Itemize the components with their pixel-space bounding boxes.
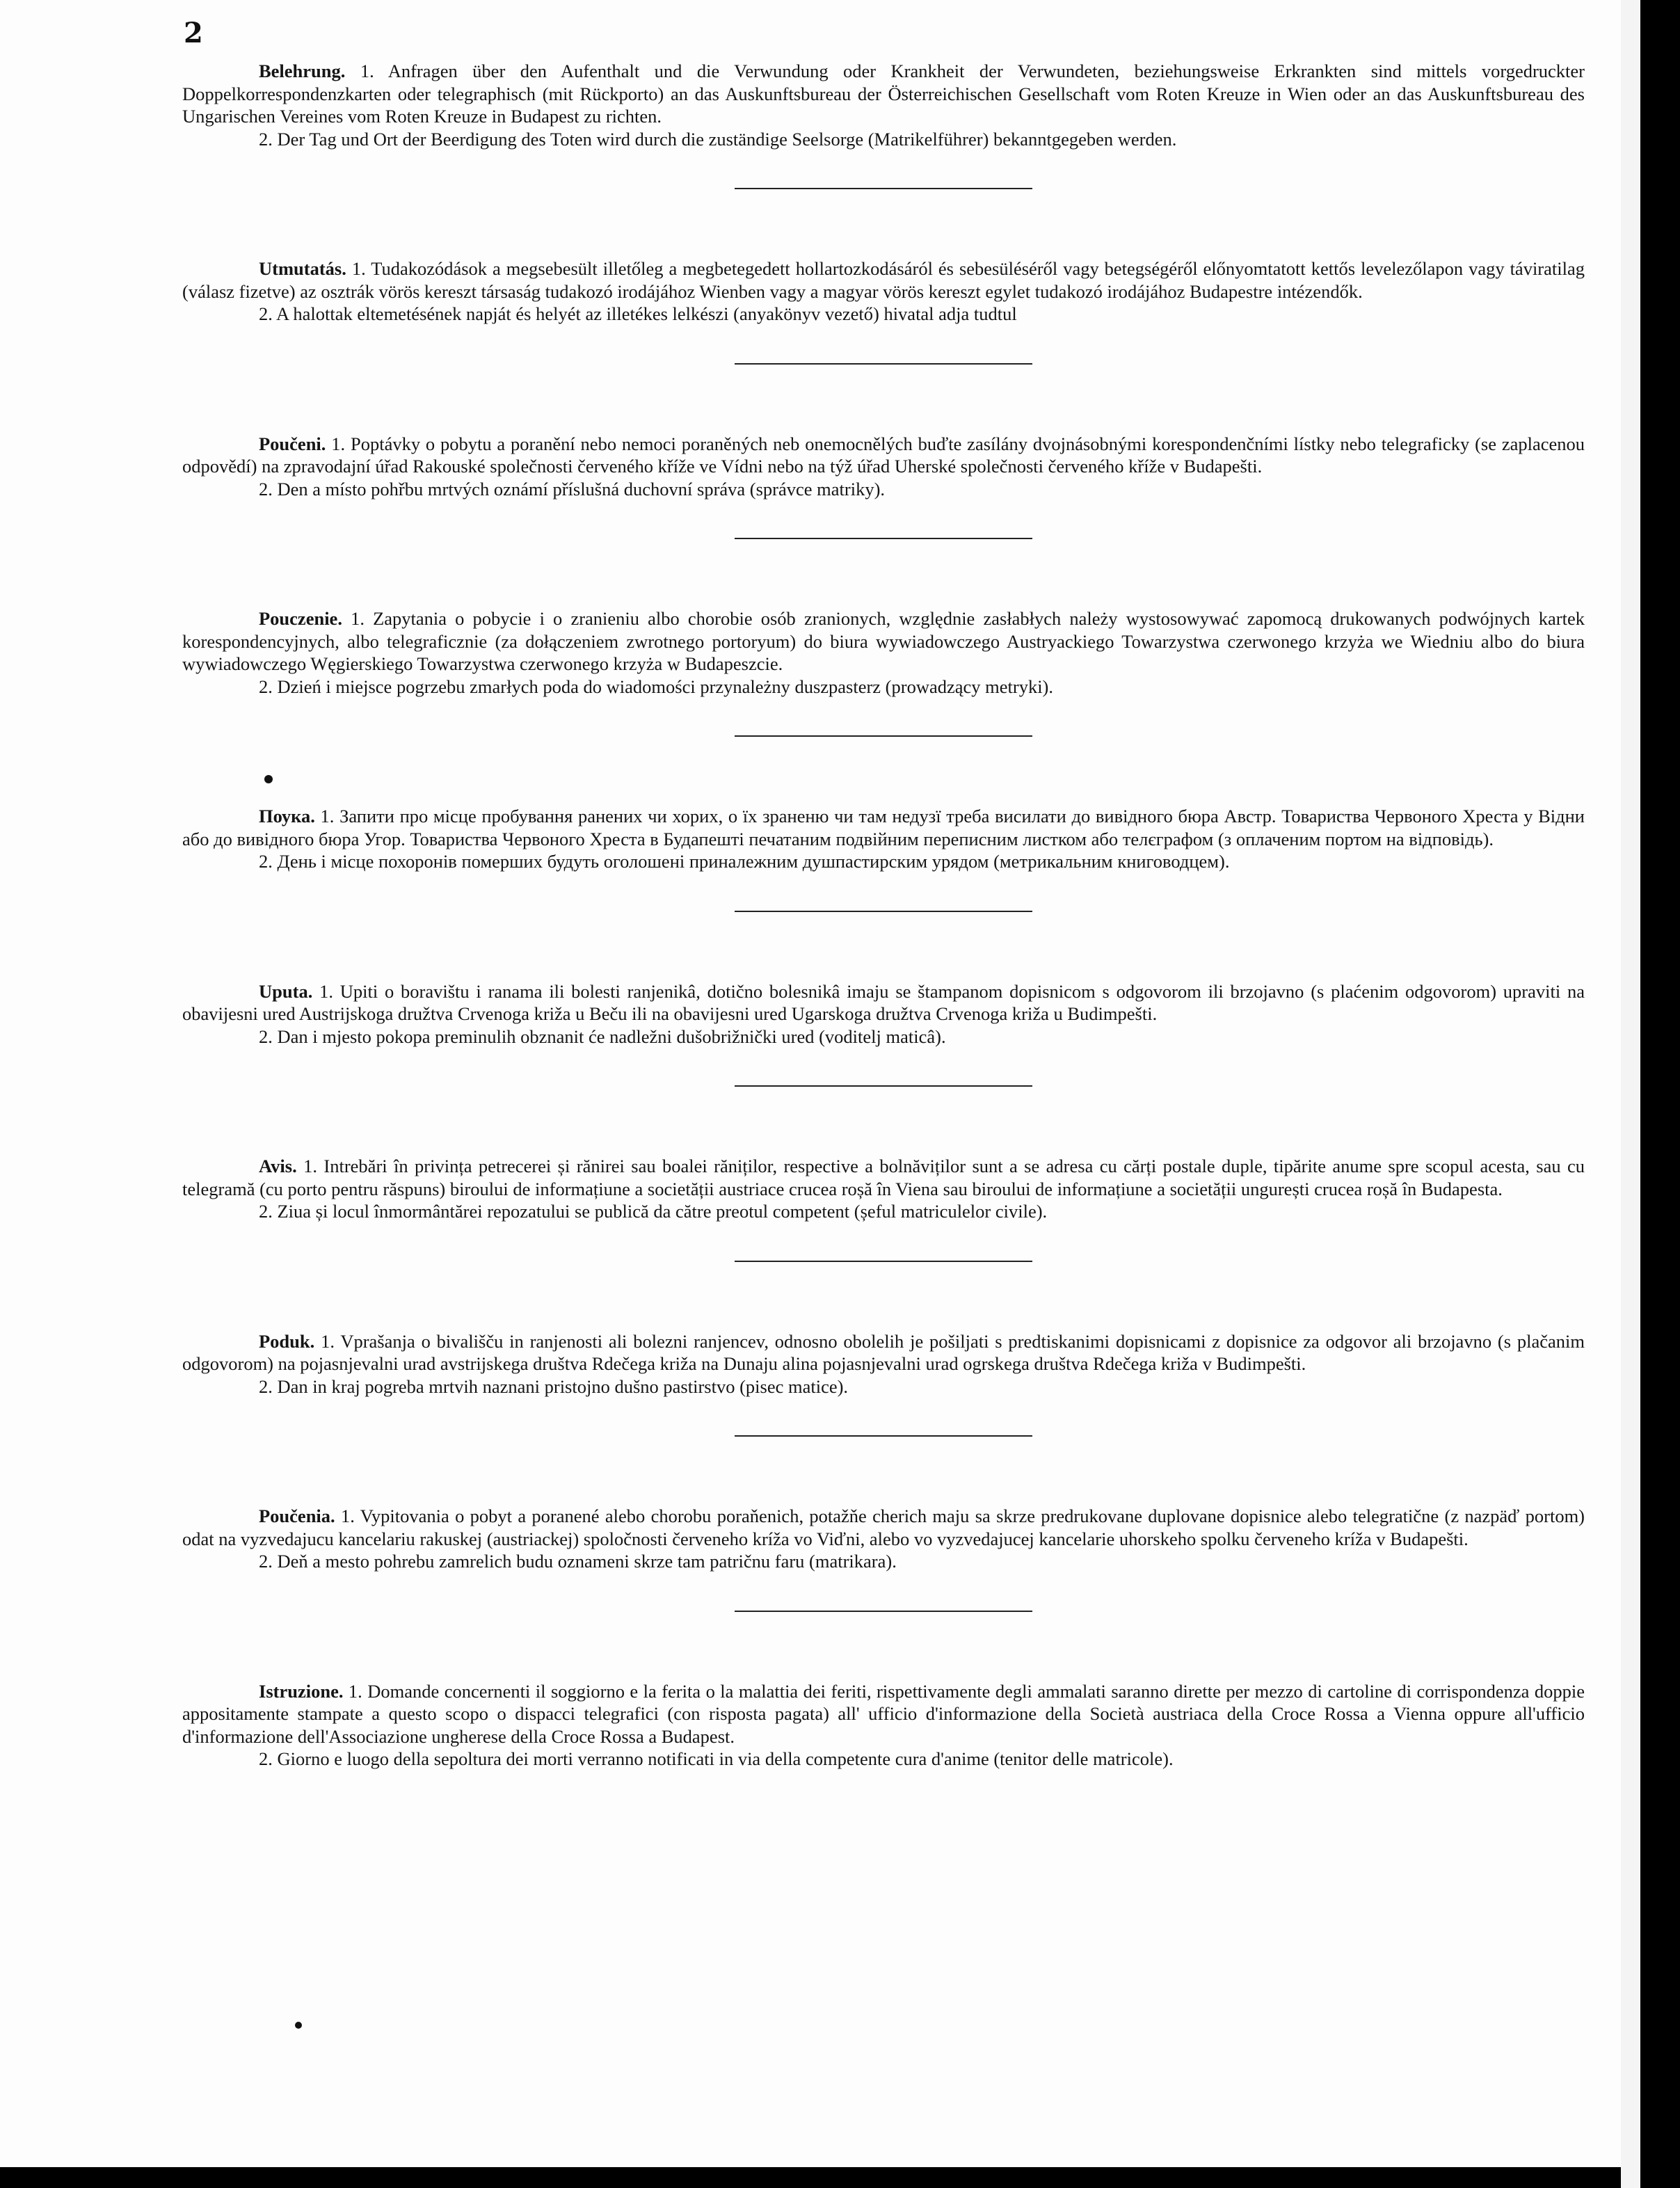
section-item-1-text: 1. Anfragen über den Aufenthalt und die Verwundung oder Krankheit der Verwundeten, beziehungsweise Erkrankten sind mittels vorgedruckter Doppelkorrespondenzkarten oder telegraphisch (mit Rückporto) an das Auskunftsbureau der Österreichischen Gesellschaft vom Roten Kreuze in Wien oder an das Auskunftsbureau des Ungarischen Vereines vom Roten Kreuze in Budapest zu richten. [182, 61, 1585, 127]
scan-edge [1621, 0, 1640, 2188]
section-heading: Поука. [259, 806, 315, 827]
section-item-1 [182, 1330, 1585, 1375]
section-item-2: 2. A halottak eltemetésének napját és helyét az illetékes lelkészi (anyakönyv vezető) hivatal adja tudtul [259, 303, 1017, 324]
section-item-2: 2. Dan i mjesto pokopa preminulih obznanit će nadležni dušobrižnički ured (voditelj maticâ). [259, 1025, 946, 1047]
section-item-1 [182, 980, 1585, 1025]
document-body [182, 60, 1585, 1771]
section-italian [182, 1680, 1585, 1771]
section-item-1 [182, 433, 1585, 478]
section-item-2: 2. Den a místo pohřbu mrtvých oznámí příslušná duchovní správa (správce matriky). [259, 478, 886, 500]
section-heading: Poučeni. [259, 433, 326, 454]
ink-speck [264, 775, 273, 783]
section-polish [182, 607, 1585, 698]
section-item-1-text: 1. Upiti o boravištu i ranama ili bolesti ranjenikâ, dotično bolesnikâ imaju se štampanom dopisnicom s odgovorom ili brzojavno (s plaćenim odgovorom) upraviti na obavijesni ured Austrijskoga družtva Crvenoga križa u Beču ili na obavijesni ured Ugarskoga družtva Crvenoga križa u Budimpešti. [182, 980, 1585, 1024]
section-item-1 [182, 60, 1585, 128]
section-slovenian [182, 1330, 1585, 1398]
section-item-1-text: 1. Tudakozódások a megsebesült illetőleg a megbetegedett hollartozkodásáról és sebesüléséről vagy betegségéről előnyomtatott kettős levelezőlapon vagy táviratilag (válasz fizetve) az osztrák vörös kereszt társaság tudakozó irodájához Wienben vagy a magyar vörös kereszt egylet tudakozó irodájához Budapestre intézendők. [182, 258, 1585, 302]
section-heading: Poduk. [259, 1330, 315, 1352]
section-item-1 [182, 1505, 1585, 1550]
section-hungarian [182, 257, 1585, 326]
section-item-2: 2. Deň a mesto pohrebu zamrelich budu oznameni skrze tam patričnu faru (matrikara). [259, 1551, 897, 1572]
section-item-2: 2. Der Tag und Ort der Beerdigung des Toten wird durch die zuständige Seelsorge (Matrikelführer) bekanntgegeben werden. [259, 128, 1177, 150]
section-heading: Istruzione. [259, 1680, 344, 1702]
section-item-1-text: 1. Vprašanja o bivališču in ranjenosti ali bolezni ranjencev, odnosno obolelih je pošiljati s predtiskanimi dopisnicami z dopisnice za odgovor ali brzojavno (s plačanim odgovorom) na pojasnjevalni urad avstrijskega društva Rdečega križa na Dunaju alina pojasnjevalni urad ogrskega društva Rdečega križa v Budimpešti. [182, 1330, 1585, 1374]
section-czech [182, 433, 1585, 501]
section-item-2: 2. Dzień i miejsce pogrzebu zmarłych poda do wiadomości przynależny duszpasterz (prowadzący metryki). [259, 676, 1054, 697]
section-heading: Belehrung. [259, 61, 346, 81]
section-divider [735, 538, 1032, 539]
section-heading: Avis. [259, 1156, 297, 1176]
section-item-1 [182, 257, 1585, 303]
section-item-1 [182, 607, 1585, 676]
section-item-2: 2. Ziua și locul înmormântărei repozatului se publică da către preotul competent (șeful matriculelor civile). [259, 1201, 1048, 1222]
section-heading: Uputa. [259, 980, 313, 1002]
section-divider [735, 188, 1032, 189]
section-croatian [182, 980, 1585, 1048]
section-divider [735, 1261, 1032, 1262]
section-heading: Poučenia. [259, 1506, 335, 1526]
section-item-1-text: 1. Domande concernenti il soggiorno e la ferita o la malattia dei feriti, rispettivamente degli ammalati saranno dirette per mezzo di cartoline di corrispondenza doppie appositamente stampate a questo scopo o dispacci telegrafici (con risposta pagata) all' ufficio d'informazione della Società austriaca della Croce Rossa a Vienna oppure all'ufficio d'informazione dell'Associazione ungherese della Croce Rossa a Budapest. [182, 1680, 1585, 1747]
section-item-1-text: 1. Poptávky o pobytu a poranění nebo nemoci poraněných neb onemocnělých buďte zasílány dvojnásobnými korespondenčními lístky nebo telegraficky (se zaplacenou odpovědí) na zpravodajní úřad Rakouské společnosti červeného kříže ve Vídni nebo na týž úřad Uherské společnosti červeného kříže v Budapešti. [182, 433, 1585, 477]
section-item-2: 2. День і місце похоронів померших будуть оголошені приналежним душпастирским урядом (метрикальним книговодцем). [259, 851, 1230, 872]
section-ukrainian [182, 805, 1585, 873]
section-item-1-text: 1. Intrebări în privința petrecerei și rănirei sau boalei răniților, respective a bolnăviților sunt a se adresa cu cărți postale duple, tipărite anume spre scopul acesta, sau cu telegramă (cu porto pentru răspuns) biroului de informațiune a societății austriace crucea roșă în Viena sau biroului de informațiune a societății ungurești crucea roșă în Budapesta. [182, 1156, 1585, 1199]
section-item-1-text: 1. Vypitovania o pobyt a poranené alebo chorobu poraňenich, potažňe cherich maju sa skrze predrukovane duplovane dopisnice alebo telegratične (z nazpäď portom) odat na vyzvedajucu kancelariu rakuskej (austriackej) spoločnosti červeneho kríža vo Viďni, alebo vo vyzvedajucej kancelarie uhorskeho spolku červeneho kríža v Budapešti. [182, 1506, 1585, 1549]
section-item-2: 2. Giorno e luogo della sepoltura dei morti verranno notificati in via della competente cura d'anime (tenitor delle matricole). [259, 1748, 1174, 1769]
ink-speck [295, 2022, 302, 2029]
section-slovak [182, 1505, 1585, 1573]
section-divider [735, 1611, 1032, 1612]
section-item-1-text: 1. Запити про місце пробування ранених чи хорих, о їх зраненю чи там недузї треба висилати до вивідного бюра Австр. Товариства Червоного Хреста у Відни або до вивідного бюра Угор. Товариства Червоного Хреста в Будапешті печатаним подвійним переписним листком або телєграфом (з оплаченим портом на відповідь). [182, 806, 1585, 849]
section-heading: Pouczenie. [259, 608, 342, 629]
section-romanian [182, 1155, 1585, 1223]
section-heading: Utmutatás. [259, 258, 346, 279]
section-item-1-text: 1. Zapytania o pobycie i o zranieniu albo chorobie osób zranionych, względnie zasłabłych należy wystosowywać zapomocą drukowanych podwójnych kartek korespondencyjnych, albo telegraficznie (za dołączeniem zwrotnego portoryum) do biura wywiadowczego Austryackiego Towarzystwa czerwonego krzyża we Wiedniu albo do biura wywiadowczego Węgierskiego Towarzystwa czerwonego krzyża w Budapeszcie. [182, 608, 1585, 674]
page-number: 2 [184, 17, 203, 49]
section-item-2: 2. Dan in kraj pogreba mrtvih naznani pristojno dušno pastirstvo (pisec matice). [259, 1375, 849, 1397]
section-item-1 [182, 805, 1585, 850]
section-divider [735, 1085, 1032, 1087]
section-divider [735, 1435, 1032, 1437]
section-item-1 [182, 1155, 1585, 1200]
section-divider [735, 911, 1032, 912]
section-divider [735, 363, 1032, 365]
section-divider [735, 735, 1032, 737]
section-german [182, 60, 1585, 150]
section-item-1 [182, 1680, 1585, 1748]
